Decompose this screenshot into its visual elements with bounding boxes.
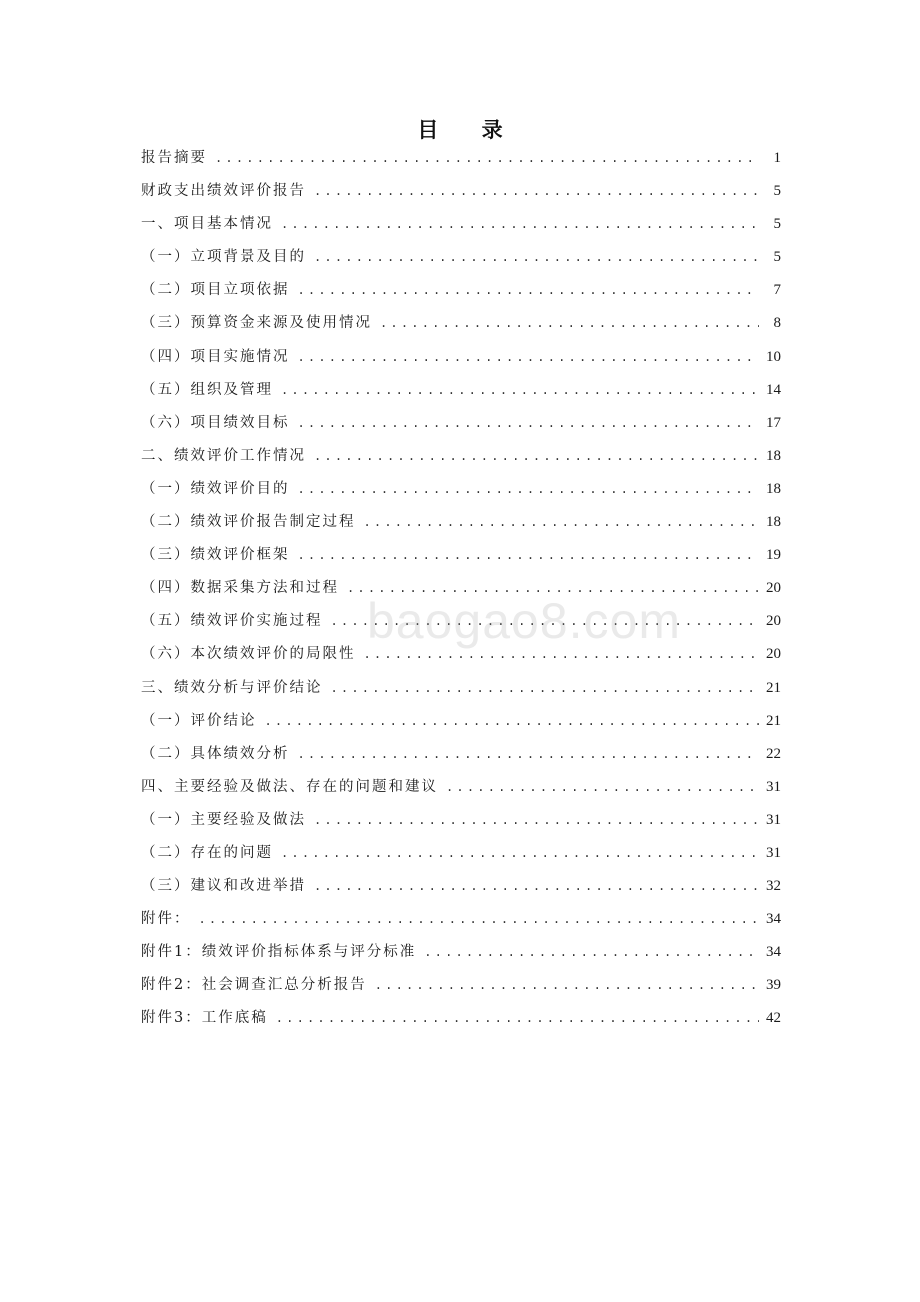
toc-entry-page: 14 — [766, 381, 781, 398]
toc-entry-text: （六）本次绩效评价的局限性 — [141, 646, 356, 663]
toc-entry-text: （一）主要经验及做法 — [141, 811, 306, 828]
toc-entry-page: 21 — [766, 712, 781, 729]
toc-dot-leader — [314, 241, 759, 274]
toc-entry[interactable] — [141, 341, 781, 374]
toc-entry-text: 附件1：绩效评价指标体系与评分标准 — [141, 944, 417, 961]
toc-entry[interactable] — [141, 274, 781, 307]
toc-dot-leader — [314, 440, 759, 473]
toc-entry-page: 34 — [766, 944, 781, 961]
toc-entry[interactable] — [141, 605, 781, 638]
toc-entry-text: （二）具体绩效分析 — [141, 745, 290, 762]
toc-dot-leader — [281, 374, 759, 407]
toc-entry-page: 42 — [766, 1010, 781, 1027]
toc-dot-leader — [314, 870, 759, 903]
toc-entry-page: 20 — [766, 646, 781, 663]
toc-entry[interactable] — [141, 506, 781, 539]
toc-entry-text: 附件： — [141, 911, 191, 928]
toc-entry-page: 1 — [773, 150, 781, 166]
toc-entry-text: （二）项目立项依据 — [141, 282, 290, 299]
toc-dot-leader — [446, 771, 759, 804]
toc-entry-text: 二、绩效评价工作情况 — [141, 447, 306, 464]
toc-entry[interactable] — [141, 903, 781, 936]
toc-entry-text: 报告摘要 — [141, 150, 207, 166]
toc-dot-leader — [281, 208, 759, 241]
toc-entry-text: （五）组织及管理 — [141, 381, 273, 398]
toc-dot-leader — [199, 903, 760, 936]
toc-entry-text: （一）立项背景及目的 — [141, 249, 306, 266]
toc-entry[interactable] — [141, 407, 781, 440]
toc-entry[interactable] — [141, 208, 781, 241]
toc-dot-leader — [331, 605, 760, 638]
toc-entry-text: 附件2：社会调查汇总分析报告 — [141, 977, 367, 994]
toc-entry-page: 18 — [766, 514, 781, 531]
toc-entry[interactable] — [141, 175, 781, 208]
toc-entry-text: （三）绩效评价框架 — [141, 547, 290, 564]
toc-dot-leader — [314, 804, 759, 837]
toc-dot-leader — [380, 307, 759, 340]
toc-entry-page: 10 — [766, 348, 781, 365]
toc-dot-leader — [347, 572, 759, 605]
toc-dot-leader — [375, 969, 759, 1002]
toc-dot-leader — [298, 341, 760, 374]
toc-entry-text: 一、项目基本情况 — [141, 216, 273, 233]
toc-entry-text: （四）项目实施情况 — [141, 348, 290, 365]
toc-entry-page: 32 — [766, 878, 781, 895]
toc-entry[interactable] — [141, 307, 781, 340]
toc-dot-leader — [298, 407, 760, 440]
toc-dot-leader — [364, 506, 760, 539]
toc-entry-page: 18 — [766, 447, 781, 464]
toc-dot-leader — [298, 539, 760, 572]
toc-entry[interactable] — [141, 837, 781, 870]
toc-entry-text: （一）绩效评价目的 — [141, 480, 290, 497]
toc-entry[interactable] — [141, 870, 781, 903]
toc-entry-page: 34 — [766, 911, 781, 928]
toc-entry[interactable] — [141, 705, 781, 738]
toc-dot-leader — [215, 142, 759, 175]
toc-entry[interactable] — [141, 572, 781, 605]
toc-entry-text: （四）数据采集方法和过程 — [141, 580, 339, 597]
toc-dot-leader — [364, 638, 760, 671]
toc-entry-page: 31 — [766, 778, 781, 795]
toc-entry-text: （三）预算资金来源及使用情况 — [141, 315, 372, 332]
toc-entry-text: （二）绩效评价报告制定过程 — [141, 514, 356, 531]
toc-entry[interactable] — [141, 804, 781, 837]
toc-entry[interactable] — [141, 738, 781, 771]
toc-entry-page: 39 — [766, 977, 781, 994]
toc-dot-leader — [276, 1002, 759, 1035]
toc-entry[interactable] — [141, 672, 781, 705]
toc-entry[interactable] — [141, 771, 781, 804]
toc-entry-text: （六）项目绩效目标 — [141, 414, 290, 431]
toc-entry-text: （五）绩效评价实施过程 — [141, 613, 323, 630]
toc-dot-leader — [298, 473, 760, 506]
toc-dot-leader — [298, 738, 760, 771]
toc-entry-page: 17 — [766, 414, 781, 431]
toc-entry-text: 财政支出绩效评价报告 — [141, 183, 306, 200]
toc-list — [141, 142, 781, 1036]
toc-dot-leader — [424, 936, 759, 969]
toc-entry-page: 22 — [766, 745, 781, 762]
toc-entry[interactable] — [141, 374, 781, 407]
toc-entry-text: 三、绩效分析与评价结论 — [141, 679, 323, 696]
toc-title: 目 录 — [417, 118, 521, 142]
toc-entry-text: 附件3：工作底稿 — [141, 1010, 268, 1027]
watermark: baogao8.com — [367, 593, 682, 649]
toc-entry[interactable] — [141, 473, 781, 506]
toc-entry-page: 31 — [766, 811, 781, 828]
toc-entry[interactable] — [141, 969, 781, 1002]
toc-entry-page: 5 — [773, 249, 781, 266]
toc-entry-page: 21 — [766, 679, 781, 696]
toc-entry-page: 8 — [773, 315, 781, 332]
toc-dot-leader — [281, 837, 759, 870]
toc-entry-text: （三）建议和改进举措 — [141, 878, 306, 895]
toc-entry-text: （二）存在的问题 — [141, 844, 273, 861]
toc-entry-text: 四、主要经验及做法、存在的问题和建议 — [141, 778, 438, 795]
toc-dot-leader — [314, 175, 759, 208]
toc-entry-page: 20 — [766, 580, 781, 597]
toc-entry[interactable] — [141, 539, 781, 572]
toc-entry[interactable] — [141, 936, 781, 969]
toc-entry-page: 31 — [766, 844, 781, 861]
toc-entry-page: 5 — [773, 216, 781, 233]
toc-entry-page: 20 — [766, 613, 781, 630]
toc-dot-leader — [265, 705, 760, 738]
toc-entry[interactable] — [141, 638, 781, 671]
toc-entry[interactable] — [141, 142, 781, 175]
toc-entry-page: 7 — [773, 282, 781, 299]
toc-entry[interactable] — [141, 241, 781, 274]
toc-entry[interactable] — [141, 440, 781, 473]
toc-entry[interactable] — [141, 1002, 781, 1035]
toc-entry-page: 5 — [773, 183, 781, 200]
toc-entry-text: （一）评价结论 — [141, 712, 257, 729]
toc-entry-page: 19 — [766, 547, 781, 564]
toc-dot-leader — [331, 672, 760, 705]
toc-entry-page: 18 — [766, 480, 781, 497]
toc-dot-leader — [298, 274, 760, 307]
